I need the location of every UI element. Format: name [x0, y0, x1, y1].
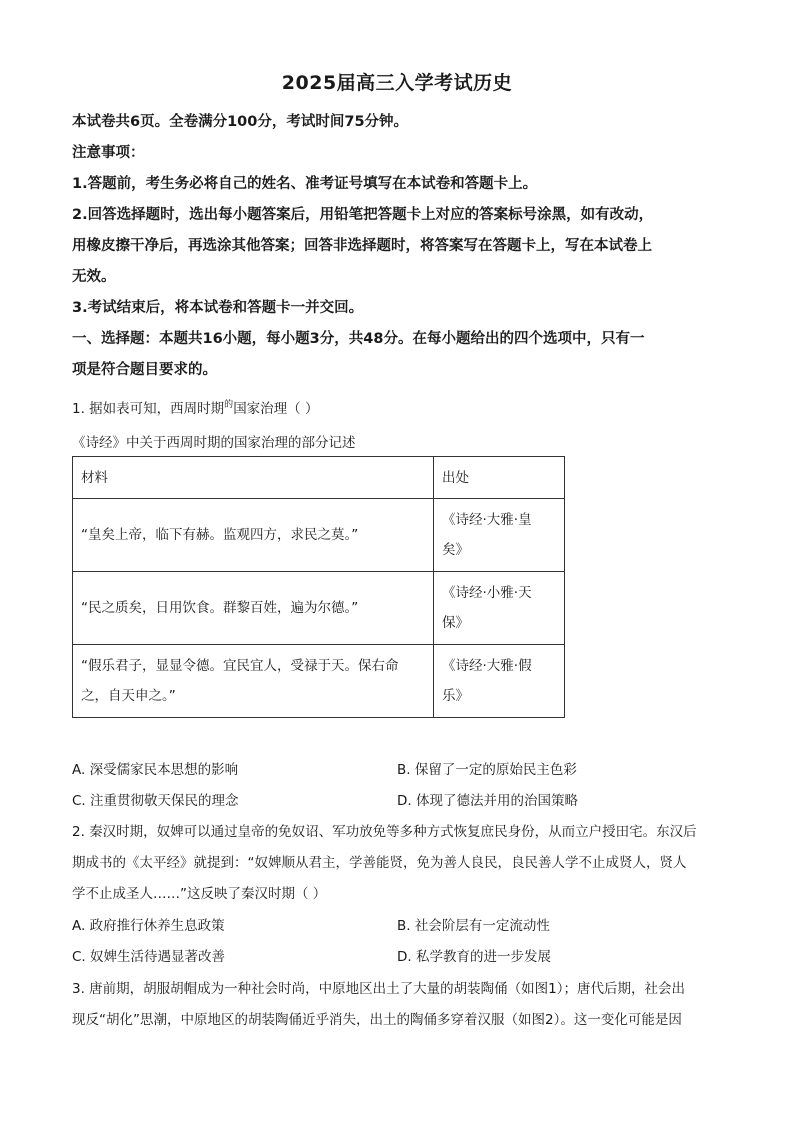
records-table	[72, 456, 565, 718]
q1-option-b[interactable]: B. 保留了一定的原始民主色彩	[397, 762, 577, 778]
table-caption: 《诗经》中关于西周时期的国家治理的部分记述	[72, 435, 356, 451]
table-header-source: 出处	[434, 457, 565, 499]
question-1-stem: 1. 据如表可知，西周时期$^的$国家治理（ ）	[72, 400, 319, 417]
section-heading: 一、选择题：本题共16小题，每小题3分，共48分。在每小题给出的四个选项中，只有一	[72, 331, 645, 347]
question-2-line-2: 期成书的《太平经》就提到：“奴婢顺从君主，学善能贤，免为善人良民，良民善人学不止成贤人，贤人	[72, 855, 687, 871]
question-3-line-1: 3. 唐前期，胡服胡帽成为一种社会时尚，中原地区出土了大量的胡装陶俑（如图1）；唐代后期，社会出	[72, 981, 686, 997]
q1-option-d[interactable]: D. 体现了德法并用的治国策略	[397, 793, 578, 809]
q2-option-b[interactable]: B. 社会阶层有一定流动性	[397, 918, 550, 934]
table-row	[73, 645, 565, 718]
table-cell-material: “民之质矣，日用饮食。群黎百姓，遍为尔德。”	[73, 572, 434, 645]
table-cell-material: “皇矣上帝，临下有赫。监观四方，求民之莫。”	[73, 499, 434, 572]
section-heading-cont: 项是符合题目要求的。	[72, 362, 217, 378]
table-cell-source: 《诗经·小雅·天 保》	[434, 572, 565, 645]
question-2-line-1: 2. 秦汉时期，奴婢可以通过皇帝的免奴诏、军功放免等多种方式恢复庶民身份，从而立户授田宅。东汉后	[72, 824, 697, 840]
table-header-row	[73, 457, 565, 499]
table-row	[73, 499, 565, 572]
table-row	[73, 572, 565, 645]
table-cell-source: 《诗经·大雅·皇 矣》	[434, 499, 565, 572]
page-title: 2025届高三入学考试历史	[281, 72, 513, 94]
notice-item-2: 2.回答选择题时，选出每小题答案后，用铅笔把答题卡上对应的答案标号涂黑，如有改动，	[72, 207, 654, 223]
q1-option-c[interactable]: C. 注重贯彻敬天保民的理念	[72, 793, 239, 809]
table-cell-material: “假乐君子，显显令德。宜民宜人，受禄于天。保右命 之，自天申之。”	[73, 645, 434, 718]
exam-info: 本试卷共6页。全卷满分100分，考试时间75分钟。	[72, 114, 409, 130]
question-2-line-3: 学不止成圣人……”这反映了秦汉时期（ ）	[72, 886, 327, 902]
notice-item-2-cont: 用橡皮擦干净后，再选涂其他答案；回答非选择题时，将答案写在答题卡上，写在本试卷上	[72, 238, 652, 254]
q2-option-d[interactable]: D. 私学教育的进一步发展	[397, 949, 551, 965]
table-cell-source: 《诗经·大雅·假 乐》	[434, 645, 565, 718]
table-header-material: 材料	[73, 457, 434, 499]
notice-item-1: 1.答题前，考生务必将自己的姓名、准考证号填写在本试卷和答题卡上。	[72, 176, 538, 192]
question-3-line-2: 现反“胡化”思潮，中原地区的胡装陶俑近乎消失，出土的陶俑多穿着汉服（如图2）。这一变化可能是因	[72, 1012, 682, 1028]
q1-option-a[interactable]: A. 深受儒家民本思想的影响	[72, 762, 239, 778]
notice-item-3: 3.考试结束后，将本试卷和答题卡一并交回。	[72, 300, 364, 316]
q2-option-a[interactable]: A. 政府推行休养生息政策	[72, 918, 225, 934]
notice-item-2-end: 无效。	[72, 269, 116, 285]
q2-option-c[interactable]: C. 奴婢生活待遇显著改善	[72, 949, 226, 965]
notice-heading: 注意事项：	[72, 145, 145, 161]
